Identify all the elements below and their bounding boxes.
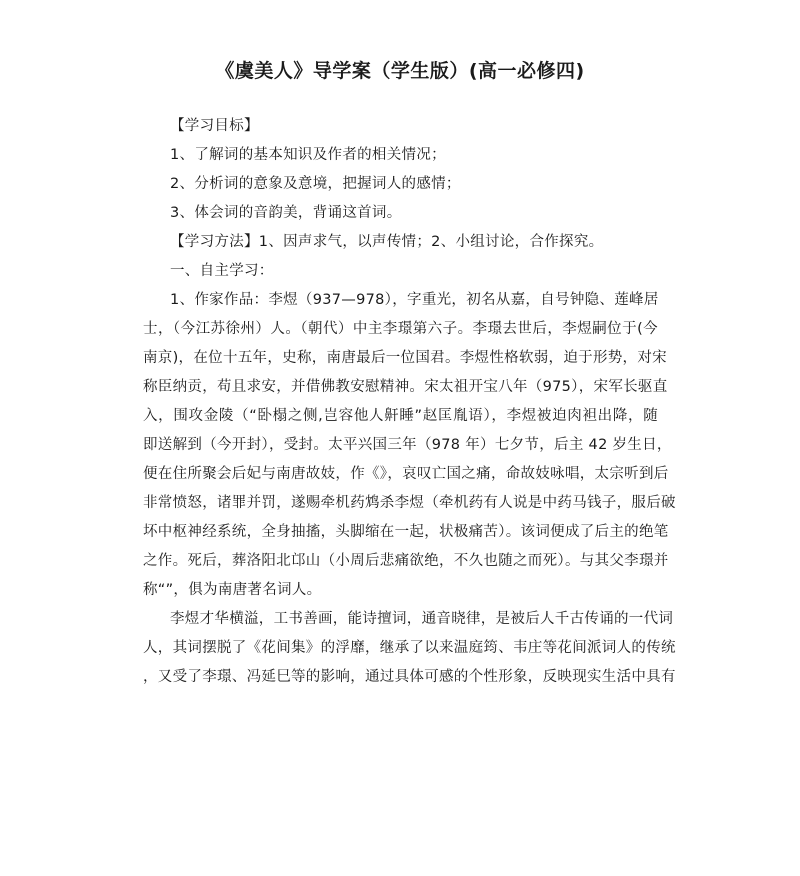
objective-item-1: 1、了解词的基本知识及作者的相关情况； [170, 147, 446, 163]
paragraph-line: 坏中枢神经系统，全身抽搐，头脚缩在一起，状极痛苦）。该词便成了后主的绝笔 [143, 524, 669, 540]
paragraph-line: 便在住所聚会后妃与南唐故妓，作《》，哀叹亡国之痛，命故妓咏唱，太宗听到后 [143, 466, 669, 482]
paragraph-line: 1、作家作品：李煜（937—978），字重光，初名从嘉，自号钟隐、莲峰居 [170, 292, 659, 308]
paragraph-line: 称“”，俱为南唐著名词人。 [143, 582, 322, 598]
paragraph-line: ，又受了李璟、冯延巳等的影响，通过具体可感的个性形象，反映现实生活中具有 [143, 669, 676, 685]
paragraph-line: 称臣纳贡，苟且求安，并借佛教安慰精神。宋太祖开宝八年（975），宋军长驱直 [143, 379, 668, 395]
paragraph-line: 李煜才华横溢，工书善画，能诗擅词，通音晓律，是被后人千古传诵的一代词 [170, 611, 674, 627]
paragraph-line: 之作。死后，葬洛阳北邙山（小周后悲痛欲绝，不久也随之而死）。与其父李璟并 [143, 553, 669, 569]
section-heading-objectives: 【学习目标】 [170, 118, 259, 134]
paragraph-line: 人，其词摆脱了《花间集》的浮靡，继承了以来温庭筠、韦庄等花间派词人的传统 [143, 640, 676, 656]
paragraph-line: 即送解到（今开封），受封。太平兴国三年（978 年）七夕节，后主 42 岁生日， [143, 437, 672, 453]
paragraph-line: 士，（今江苏徐州）人。（朝代）中主李璟第六子。李璟去世后，李煜嗣位于(今 [143, 321, 658, 337]
paragraph-line: 入，围攻金陵（“卧榻之侧,岂容他人鼾睡”赵匡胤语），李煜被迫肉袒出降，随 [143, 408, 658, 424]
objective-item-2: 2、分析词的意象及意境，把握词人的感情； [170, 176, 461, 192]
section-heading-self-study: 一、自主学习： [170, 263, 274, 279]
paragraph-line: 非常愤怒，诸罪并罚，遂赐牵机药鸩杀李煜（牵机药有人说是中药马钱子，服后破 [143, 495, 676, 511]
objective-item-3: 3、体会词的音韵美，背诵这首词。 [170, 205, 402, 221]
paragraph-line: 南京)，在位十五年，史称，南唐最后一位国君。李煜性格软弱，迫于形势，对宋 [143, 350, 667, 366]
document-title: 《虞美人》导学案（学生版）(高一必修四) [215, 60, 585, 82]
study-methods: 【学习方法】1、因声求气，以声传情；2、小组讨论，合作探究。 [170, 234, 604, 250]
